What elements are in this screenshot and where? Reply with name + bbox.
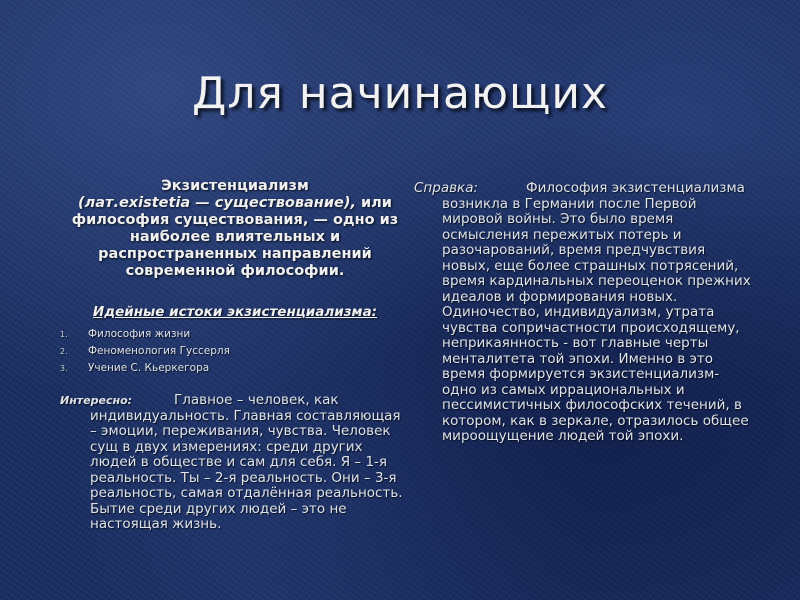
list-item <box>60 326 410 343</box>
reference-block <box>414 181 754 445</box>
list-number: 3. <box>60 364 68 373</box>
sources-heading: Идейные истоки экзистенциализма: <box>92 304 378 320</box>
definition-rest: или философия существования, — одно из наиболее влиятельных и распространенных направлений современной философии. <box>71 195 399 279</box>
reference-text: Философия экзистенциализма возникла в Германии после Первой мировой войны. Это было время осмысления пережитых потерь и разочарований, время предчувствия новых, еще более страшных потрясений, время кардинальных переоценок прежних идеалов и формирования новых. Одиночество, индивидуализм, утрата чувства сопричастности происходящему, неприкаянность - вот главные черты менталитета той эпохи. Именно в это время формируется экзистенциализм- одно из самых иррациональных и пессимистичных философских течений, в котором, как в зеркале, отразилось общее мироощущение людей той эпохи. <box>442 180 751 444</box>
list-label: Феноменология Гуссерля <box>88 345 230 357</box>
list-label: Философия жизни <box>88 328 191 340</box>
list-item <box>60 360 410 377</box>
interesting-text: Главное – человек, как индивидуальность. Главная составляющая – эмоции, переживания, чувства. Человек сущ в двух измерениях: среди других людей в обществе и сам для себя. Я – 1-я реальность. Ты – 2-я реальность. Они – 3-я реальность, самая отдалённая реальность. Бытие среди других людей – это не настоящая жизнь. <box>90 392 403 532</box>
slide-title: Для начинающих <box>191 68 609 119</box>
list-item <box>60 343 410 360</box>
sources-list <box>60 326 410 377</box>
interesting-lead: Интересно: <box>60 394 133 407</box>
interesting-block <box>60 393 410 533</box>
left-column <box>60 178 410 533</box>
list-number: 2. <box>60 347 68 356</box>
list-label: Учение С. Кьеркегора <box>88 362 210 374</box>
definition-term: Экзистенциализм <box>161 178 309 194</box>
definition-block <box>60 178 410 280</box>
list-number: 1. <box>60 330 68 339</box>
definition-latin: (лат.existetia — существование), <box>78 195 356 211</box>
reference-lead: Справка: <box>414 180 479 196</box>
